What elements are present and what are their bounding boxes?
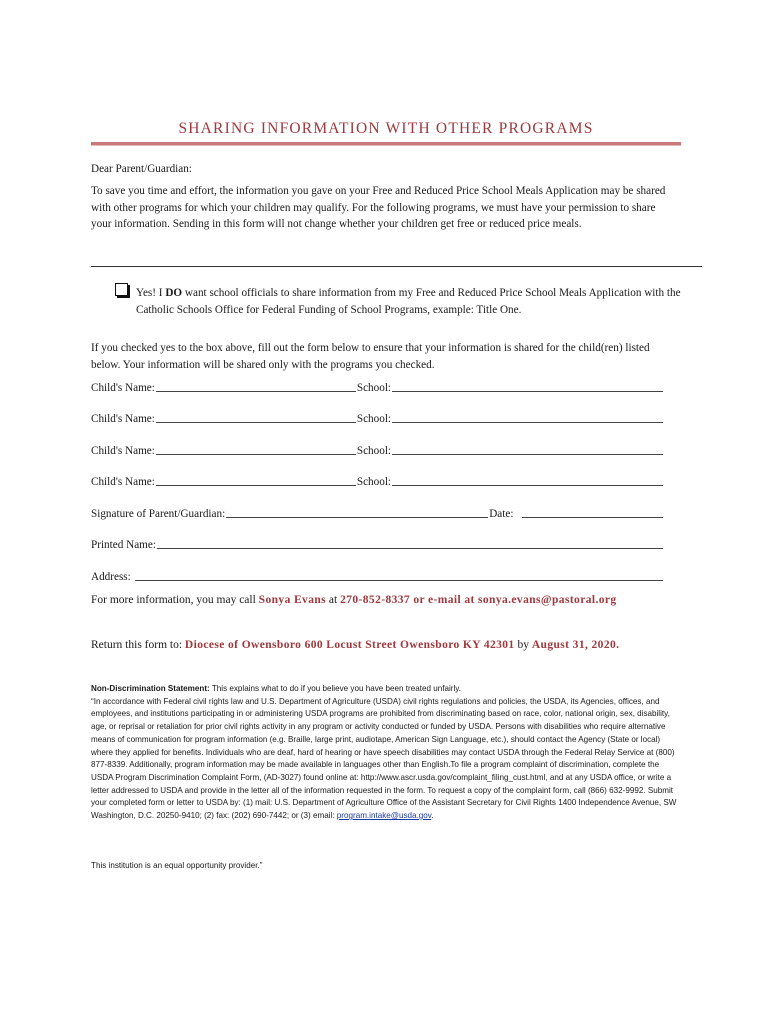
signature-field[interactable] (226, 507, 488, 518)
title-divider (91, 142, 681, 146)
nondisc-end: . (431, 811, 434, 821)
contact-name: Sonya Evans (258, 594, 327, 606)
intro-paragraph: To save you time and effort, the information you gave on your Free and Reduced Price School Meals Application may be shared with other programs for which your children may qualify. For the following programs, we must have your permission to share your information. Sending in this form will not change whether your children get free or reduced price meals. (91, 185, 666, 230)
return-deadline: August 31, 2020. (531, 639, 620, 651)
child-name-field[interactable] (156, 412, 356, 423)
child-row-4 (91, 475, 664, 488)
nondisc-heading: Non-Discrimination Statement: (91, 684, 210, 693)
address-field[interactable] (135, 570, 663, 581)
school-label: School: (356, 476, 392, 488)
consent-post: want school officials to share information from my Free and Reduced Price School Meals Application with the Catholic Schools Office for Federal Funding of School Programs, example: Title One. (136, 287, 681, 316)
return-pre: Return this form to: (91, 639, 185, 651)
consent-checkbox[interactable] (115, 283, 128, 296)
date-label: Date: (489, 508, 514, 520)
consent-pre: Yes! I (136, 287, 166, 299)
child-row-2 (91, 412, 664, 425)
school-label: School: (356, 445, 392, 457)
contact-mid: at (326, 594, 341, 606)
school-field[interactable] (392, 381, 663, 392)
consent-statement (136, 285, 681, 318)
address-row (91, 570, 664, 583)
school-field[interactable] (392, 444, 663, 455)
equal-opportunity-statement: This institution is an equal opportunity provider.” (91, 861, 263, 870)
printed-name-label: Printed Name: (91, 539, 156, 551)
contact-pre: For more information, you may call (91, 594, 259, 606)
child-row-3 (91, 444, 664, 457)
contact-phone-email[interactable]: 270-852-8337 or e-mail at sonya.evans@pastoral.org (340, 594, 617, 606)
school-field[interactable] (392, 412, 663, 423)
school-label: School: (356, 413, 392, 425)
child-name-label: Child's Name: (91, 476, 155, 488)
signature-label: Signature of Parent/Guardian: (91, 508, 226, 520)
section-divider (91, 266, 702, 267)
greeting: Dear Parent/Guardian: (91, 163, 192, 175)
return-mid: by (514, 639, 532, 651)
child-name-field[interactable] (156, 381, 356, 392)
school-label: School: (356, 382, 392, 394)
contact-info (91, 592, 671, 609)
printed-name-row (91, 538, 664, 551)
child-name-field[interactable] (156, 444, 356, 455)
child-name-field[interactable] (156, 475, 356, 486)
printed-name-field[interactable] (157, 538, 663, 549)
date-field[interactable] (522, 507, 663, 518)
child-name-label: Child's Name: (91, 382, 155, 394)
page-title: SHARING INFORMATION WITH OTHER PROGRAMS (178, 120, 594, 137)
usda-email-link[interactable]: program.intake@usda.gov (336, 811, 432, 821)
nondisc-body: “In accordance with Federal civil rights law and U.S. Department of Agriculture (USDA) civil rights regulations and policies, the USDA, its Agencies, offices, and employees, and institutions participating in or administering USDA programs are prohibited from discriminating based on race, color, national origin, sex, disability, age, or reprisal or retaliation for prior civil rights activity in any program or activity conducted or funded by USDA. Persons with disabilities who require alternative means of communication for program information (e.g. Braille, large print, audiotape, American Sign Language, etc.), should contact the Agency (State or local) where they applied for benefits. Individuals who are deaf, hard of hearing or have speech disabilities may contact USDA through the Federal Relay Service at (800) 877-8339. Additionally, program information may be made available in languages other than English.To file a program complaint of discrimination, complete the USDA Program Discrimination Complaint Form, (AD-3027) found online at: http://www.ascr.usda.gov/complaint_filing_cust.html, and at any USDA office, or write a letter addressed to USDA and provide in the letter all of the information requested in the form. To request a copy of the complaint form, call (866) 632-9992. Submit your completed form or letter to USDA by: (1) mail: U.S. Department of Agriculture Office of the Assistant Secretary for Civil Rights 1400 Independence Avenue, SW Washington, D.C. 20250-9410; (2) fax: (202) 690-7442; or (3) email: (91, 696, 677, 821)
child-name-label: Child's Name: (91, 413, 155, 425)
signature-row (91, 507, 664, 520)
consent-bold: DO (165, 287, 183, 299)
child-row-1 (91, 381, 664, 394)
child-name-label: Child's Name: (91, 445, 155, 457)
address-label: Address: (91, 571, 131, 583)
instructions: If you checked yes to the box above, fill out the form below to ensure that your information is shared for the child(ren) listed below. Your information will be shared only with the programs you checked. (91, 342, 650, 371)
nondisc-intro: This explains what to do if you believe you have been treated unfairly. (209, 684, 461, 693)
non-discrimination-statement (91, 683, 679, 823)
school-field[interactable] (392, 475, 663, 486)
return-instructions (91, 637, 671, 654)
return-address: Diocese of Owensboro 600 Locust Street Owensboro KY 42301 (184, 639, 515, 651)
